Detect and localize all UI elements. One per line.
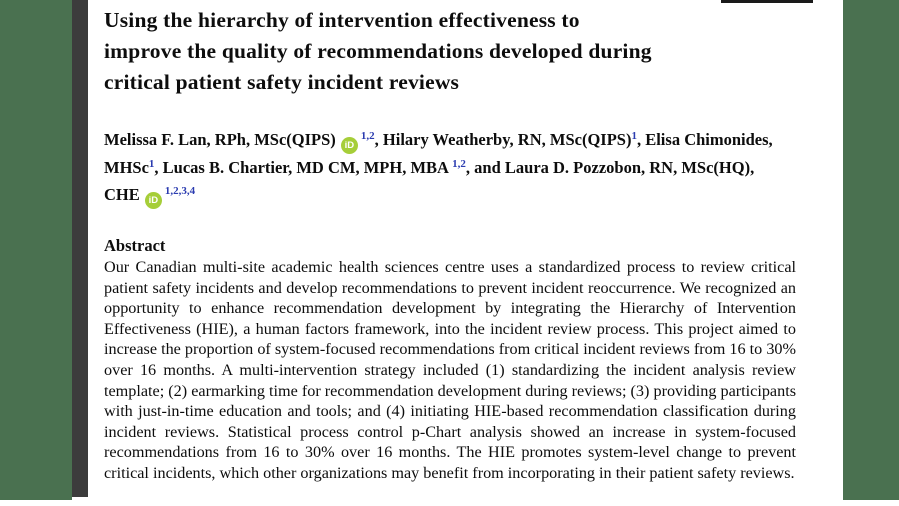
affiliation-superscript: 1,2 (360, 129, 375, 142)
page-content (72, 0, 843, 506)
orcid-id-icon[interactable]: iD (145, 192, 162, 209)
affiliation-superscript: 1 (148, 157, 155, 170)
window-top-edge-bar (721, 0, 813, 3)
paper-page (72, 0, 843, 506)
abstract-body: Our Canadian multi-site academic health sciences centre uses a standardized process to review critical patient safety incidents and develop recommendations to prevent incident reoccurrence. We recognized an opportunity to enhance recommendation development by integrating the Hierarchy of Intervention Effectiveness (HIE), a human factors framework, into the incident review process. This project aimed to increase the proportion of system-focused recommendations from critical incident reviews from 16 to 30% over 16 months. A multi-intervention strategy included (1) standardizing the incident analysis review template; (2) earmarking time for recommendation development during reviews; (3) providing participants with just-in-time education and tools; and (4) initiating HIE-based recommendation classification during incident reviews. Statistical process control p-Chart analysis showed an increase in system-focused recommendations from 16 to 30% over 16 months. The HIE promotes system-level change to prevent critical incidents, which other organizations may benefit from incorporating in their patient safety reviews. (104, 258, 796, 482)
abstract-heading: Abstract (104, 236, 166, 255)
author-list: Melissa F. Lan, RPh, MSc(QIPS) iD$^{1,2}$, Hilary Weatherby, RN, MSc(QIPS)$^1$, Elisa Chimonides, MHSc$^1$, Lucas B. Chartier, MD CM, MPH, MBA $^{1,2}$, and Laura D. Pozzobon, RN, MSc(HQ), CHE iD$^{1,2,3,4}$ (104, 126, 818, 209)
paper-title-line: critical patient safety incident reviews (104, 70, 460, 94)
paper-title-line: Using the hierarchy of intervention effectiveness to (104, 8, 580, 32)
affiliation-superscript: 1,2 (452, 157, 466, 170)
paper-title (104, 5, 809, 98)
affiliation-superscript: 1,2,3,4 (164, 184, 196, 197)
paper-title-line: improve the quality of recommendations developed during (104, 39, 652, 63)
affiliation-superscript: 1 (631, 129, 637, 142)
orcid-id-icon[interactable]: iD (341, 137, 358, 154)
